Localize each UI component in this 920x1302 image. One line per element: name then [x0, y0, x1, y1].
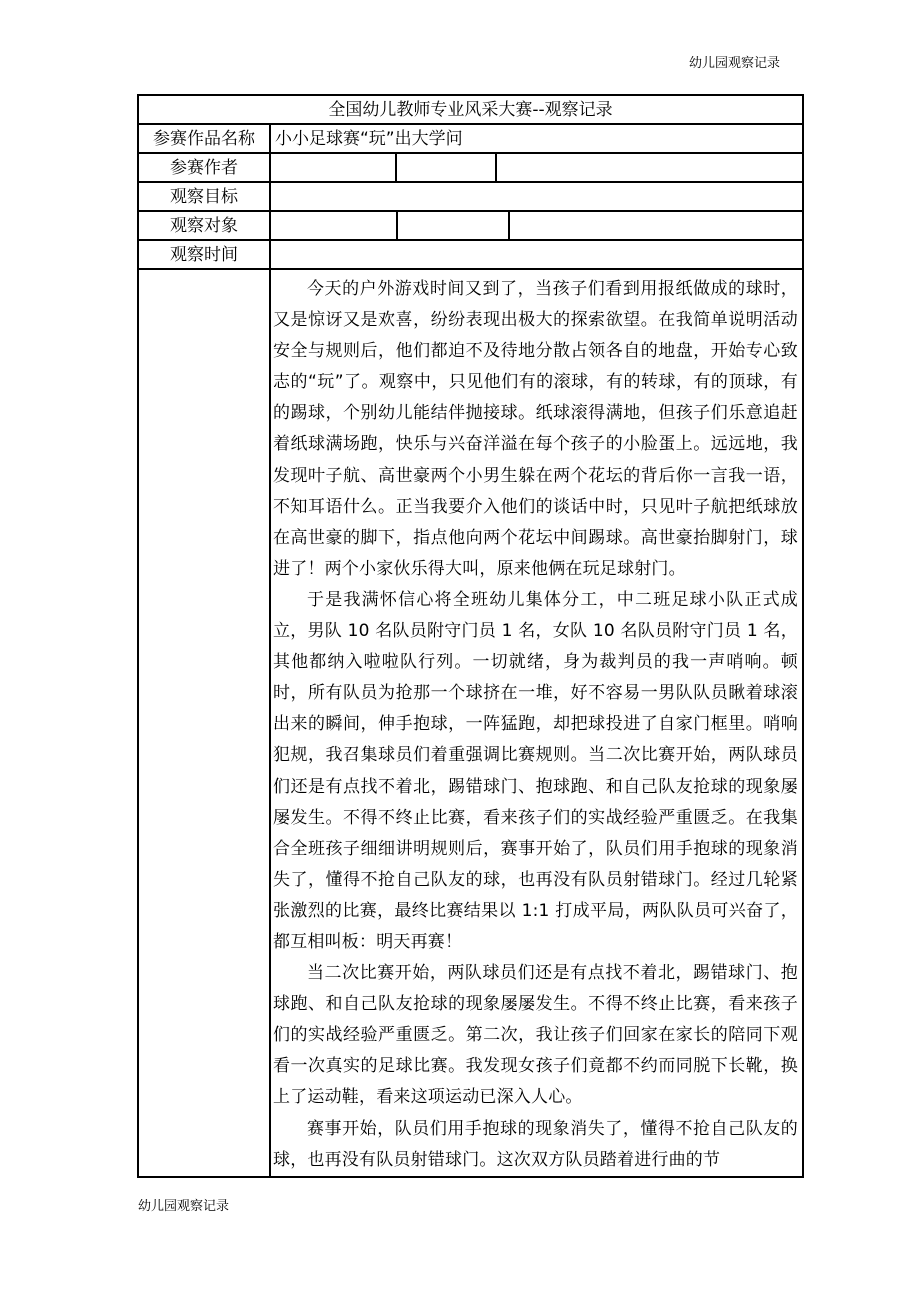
goal-value: [270, 182, 803, 211]
observation-record-table: [137, 94, 804, 1178]
goal-label: 观察目标: [138, 182, 270, 211]
author-cell-1: [271, 154, 397, 181]
page-footer-note: 幼儿园观察记录: [138, 1199, 230, 1214]
table-title: 全国幼儿教师专业风采大赛--观察记录: [138, 95, 803, 124]
observation-paragraph-3: 当二次比赛开始，两队球员们还是有点找不着北，踢错球门、抱球跑、和自己队友抢球的现象屡屡发生。不得不终止比赛，看来孩子们的实战经验严重匮乏。第二次，我让孩子们回家在家长的陪同下观看一次真实的足球比赛。我发现女孩子们竟都不约而同脱下长靴，换上了运动鞋，看来这项运动已深入人心。: [273, 963, 798, 1108]
observation-paragraph-1: 今天的户外游戏时间又到了，当孩子们看到用报纸做成的球时，又是惊讶又是欢喜，纷纷表现出极大的探索欲望。在我简单说明活动安全与规则后，他们都迫不及待地分散占领各自的地盘，开始专心致志的“玩”了。观察中，只见他们有的滚球，有的转球，有的顶球，有的踢球，个别幼儿能结伴抛接球。纸球滚得满地，但孩子们乐意追赶着纸球满场跑，快乐与兴奋洋溢在每个孩子的小脸蛋上。远远地，我发现叶子航、高世豪两个小男生躲在两个花坛的背后你一言我一语，不知耳语什么。正当我要介入他们的谈话中时，只见叶子航把纸球放在高世豪的脚下，指点他向两个花坛中间踢球。高世豪抬脚射门，球进了！两个小家伙乐得大叫，原来他俩在玩足球射门。: [273, 279, 798, 579]
subject-value-cells: [270, 211, 803, 240]
time-label: 观察时间: [138, 240, 270, 269]
body-left-blank: [138, 269, 270, 1177]
entry-name-value: 小小足球赛“玩”出大学问: [270, 124, 803, 153]
observation-paragraph-2: 于是我满怀信心将全班幼儿集体分工，中二班足球小队正式成立，男队 10 名队员附守门员 1 名，女队 10 名队员附守门员 1 名，其他都纳入啦啦队行列。一切就绪，身为裁判员的我一声哨响。顿时，所有队员为抢那一个球挤在一堆，好不容易一男队队员瞅着球滚出来的瞬间，伸手抱球，一阵猛跑，却把球投进了自家门框里。哨响犯规，我召集球员们着重强调比赛规则。当二次比赛开始，两队球员们还是有点找不着北，踢错球门、抱球跑、和自己队友抢球的现象屡屡发生。不得不终止比赛，看来孩子们的实战经验严重匮乏。在我集合全班孩子细细讲明规则后，赛事开始了，队员们用手抱球的现象消失了，懂得不抢自己队友的球，也再没有队员射错球门。经过几轮紧张激烈的比赛，最终比赛结果以 1:1 打成平局，两队队员可兴奋了，都互相叫板：明天再赛！: [273, 589, 798, 952]
page-header-note: 幼儿园观察记录: [688, 56, 780, 71]
subject-label: 观察对象: [138, 211, 270, 240]
observation-body: [270, 269, 803, 1177]
subject-cell-2: [398, 212, 510, 239]
author-value-cells: [270, 153, 803, 182]
subject-cell-1: [271, 212, 398, 239]
time-value: [270, 240, 803, 269]
subject-cell-3: [510, 212, 802, 239]
author-cell-2: [397, 154, 497, 181]
author-cell-3: [497, 154, 802, 181]
observation-paragraph-4: 赛事开始，队员们用手抱球的现象消失了，懂得不抢自己队友的球，也再没有队员射错球门。这次双方队员踏着进行曲的节: [273, 1118, 798, 1170]
entry-name-label: 参赛作品名称: [138, 124, 270, 153]
author-label: 参赛作者: [138, 153, 270, 182]
